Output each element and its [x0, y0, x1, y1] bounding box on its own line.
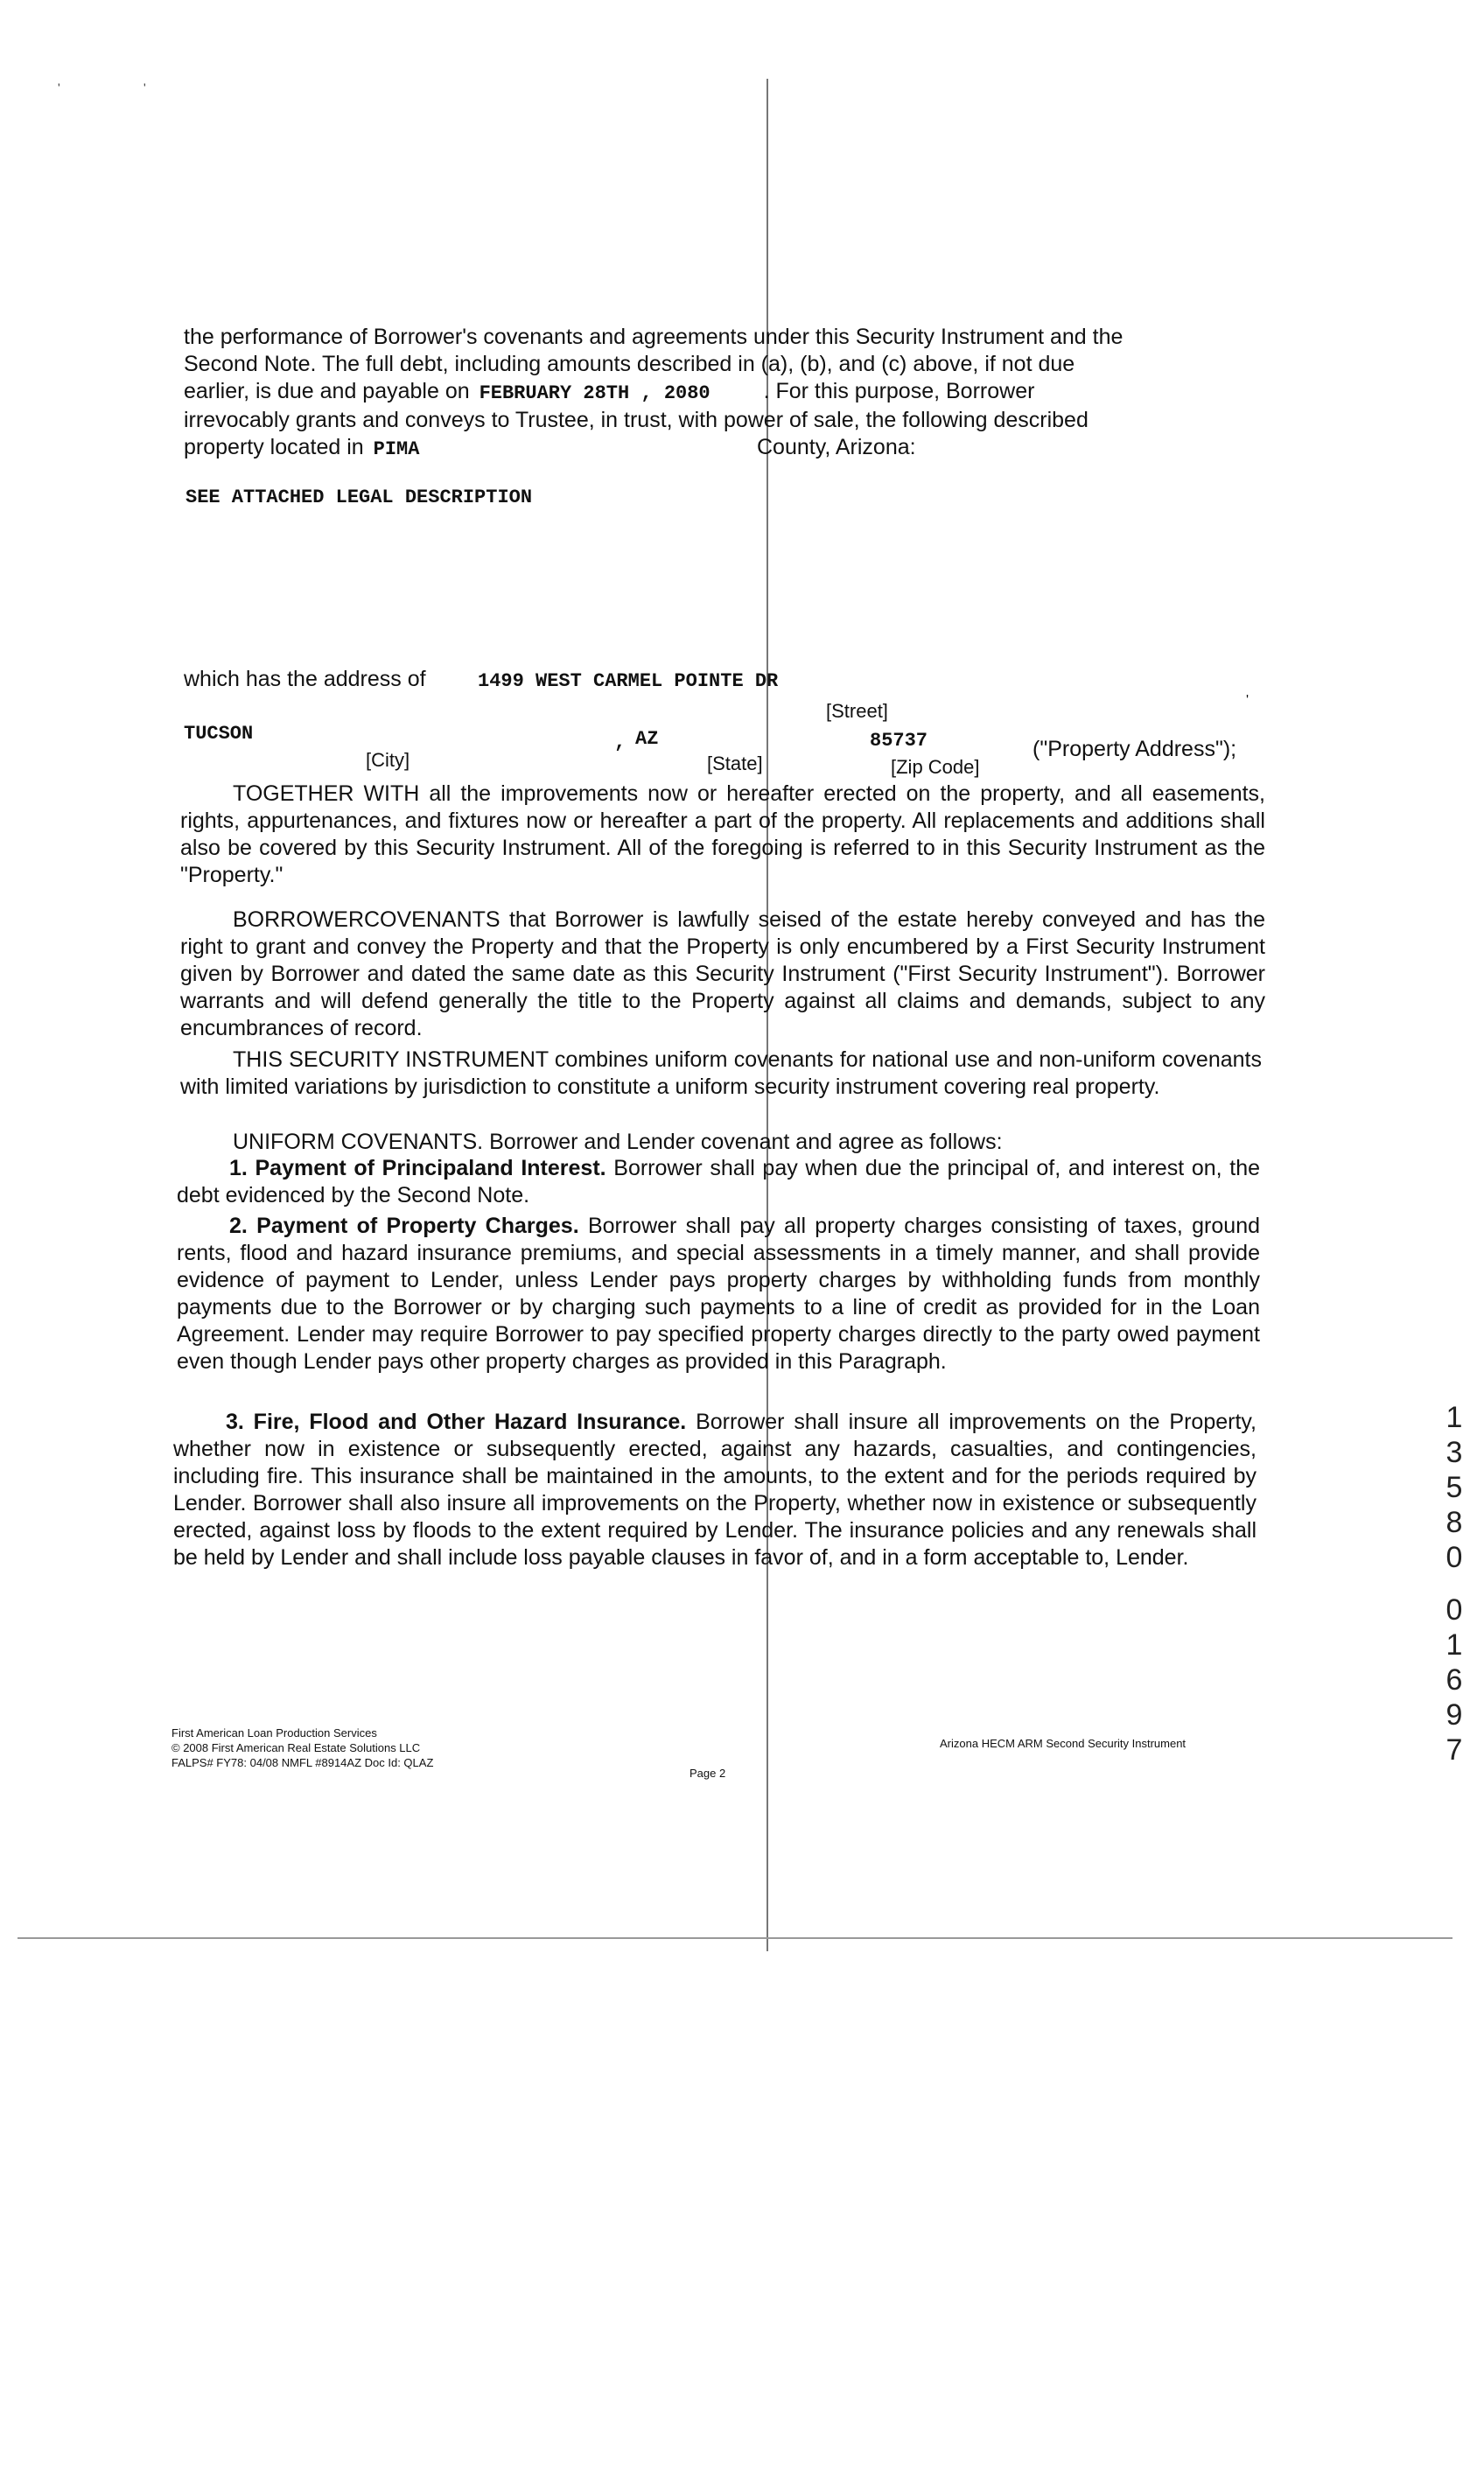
property-address: ("Property Address"); — [1032, 737, 1237, 761]
address-intro: which has the address of — [184, 667, 426, 691]
section-1-body: Borrower shall pay when due the principal of, and interest on, the debt evidenced by the Second Note. — [177, 1156, 1261, 1208]
state-label: [State] — [707, 752, 763, 774]
opening-line-2: Second Note. The full debt, including amounts described in (a), (b), and (c) above, if not due — [184, 352, 1075, 376]
section-2-body: Borrower shall pay all property charges consisting of taxes, ground rents, flood and hazard insurance premiums, and special assessments in a timely manner, and shall provide evidence of payment to Lender, unless Lender pays property charges by withholding funds from monthly payments due to the Borrower or by charging such payments to a line of credit as provided for in the Loan Agreement. Lender may require Borrower to pay specified property charges directly to the party owed payment even though Lender pays other property charges as provided in this Paragraph. — [177, 1214, 1260, 1374]
scan-bottom-line — [18, 1937, 1452, 1939]
section-3 — [173, 1409, 1256, 1572]
opening-line-5: property located in PIMA County, Arizona: — [184, 435, 916, 460]
address-comma: , — [614, 732, 626, 753]
section-2-heading: 2. Payment of Property Charges. — [229, 1214, 579, 1238]
uniform-covenants-paragraph: UNIFORM COVENANTS. Borrower and Lender covenant and agree as follows: — [233, 1130, 1003, 1154]
footer-left — [172, 1726, 433, 1770]
scan-speck: ' — [144, 80, 146, 94]
footer-page-number: Page 2 — [690, 1767, 726, 1780]
due-date: FEBRUARY 28TH , 2080 — [479, 382, 710, 404]
section-1 — [177, 1155, 1260, 1209]
opening-line-1: the performance of Borrower's covenants and agreements under this Security Instrument and the — [184, 325, 1124, 349]
street-value: 1499 WEST CARMEL POINTE DR — [478, 670, 779, 692]
opening-line-4: irrevocably grants and conveys to Trustee, in trust, with power of sale, the following described — [184, 408, 1088, 432]
this-security-paragraph: THIS SECURITY INSTRUMENT combines uniform covenants for national use and non-uniform covenants with limited variations by jurisdiction to constitute a uniform security instrument covering real property. — [180, 1047, 1262, 1099]
section-1-heading: 1. Payment of Principaland Interest. — [229, 1156, 606, 1180]
zip-value: 85737 — [870, 730, 928, 752]
legal-description: SEE ATTACHED LEGAL DESCRIPTION — [186, 486, 533, 508]
borrower-covenants-paragraph: BORROWERCOVENANTS that Borrower is lawfully seised of the estate hereby conveyed and has the right to grant and convey the Property and that the Property is only encumbered by a First Security Instrument given by Borrower and dated the same date as this Security Instrument ("First Security Instrument"). Borrower warrants and will defend generally the title to the Property against all claims and demands, subject to any encumbrances of record. — [180, 907, 1265, 1040]
together-with-paragraph: TOGETHER WITH all the improvements now or hereafter erected on the property, and all easements, rights, appurtenances, and fixtures now or hereafter a part of the property. All replacements and additions shall also be covered by this Security Instrument. All of the foregoing is referred to in this Security Instrument as the "Property." — [180, 781, 1265, 887]
section-3-body: Borrower shall insure all improvements on the Property, whether now in existence or subsequently erected, against any hazards, casualties, and contingencies, including fire. This insurance shall be maintained in the amounts, to the extent and for the periods required by Lender. Borrower shall also insure all improvements on the Property, whether now in existence or subsequently erected, against loss by floods to the extent required by Lender. The insurance policies and any renewals shall be held by Lender and shall include loss payable clauses in favor of, and in a form acceptable to, Lender. — [173, 1410, 1256, 1570]
county-name: PIMA — [373, 438, 420, 460]
city-label: [City] — [366, 749, 410, 771]
opening-line-3: earlier, is due and payable on FEBRUARY 28TH , 2080 . For this purpose, Borrower — [184, 379, 1035, 404]
scan-speck: ' — [58, 80, 60, 94]
footer-left-line-3: FALPS# FY78: 04/08 NMFL #8914AZ Doc Id: QLAZ — [172, 1756, 434, 1769]
state-value: AZ — [635, 728, 659, 750]
section-2 — [177, 1213, 1260, 1376]
footer-left-line-2: © 2008 First American Real Estate Solutions LLC — [172, 1741, 421, 1754]
recording-stamp-number: 1 3 5 8 0 0 1 6 9 7 — [1446, 1401, 1463, 1767]
footer-left-line-1: First American Loan Production Services — [172, 1726, 377, 1740]
scan-tick: ' — [1246, 693, 1250, 708]
zip-label: [Zip Code] — [891, 756, 980, 778]
city-value: TUCSON — [184, 723, 254, 745]
footer-right: Arizona HECM ARM Second Security Instrument — [940, 1737, 1186, 1750]
section-3-heading: 3. Fire, Flood and Other Hazard Insurance. — [226, 1410, 687, 1434]
street-label: [Street] — [826, 700, 888, 722]
opening-paragraph — [184, 324, 1260, 463]
